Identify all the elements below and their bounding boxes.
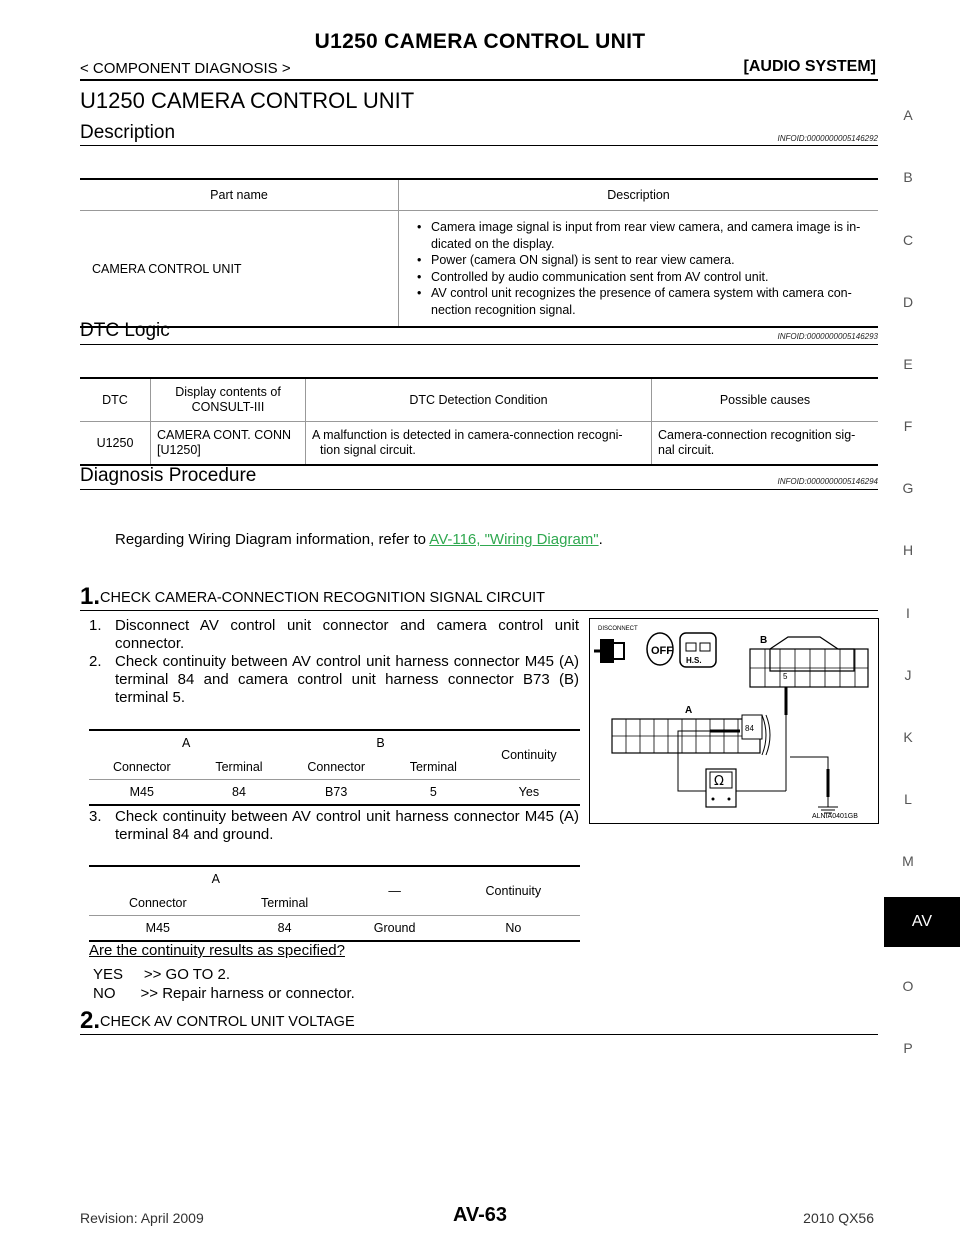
cell: M45	[129, 785, 154, 799]
col-dash: —	[343, 866, 447, 916]
page-number: AV-63	[452, 1204, 508, 1226]
continuity-table-1	[89, 729, 580, 806]
step1-item	[89, 808, 579, 844]
col-b: B	[376, 736, 385, 750]
description-bullet: • Power (camera ON signal) is sent to rear view camera.	[405, 252, 872, 269]
connector-diagram-svg	[590, 619, 878, 823]
dtc-rule	[80, 344, 878, 345]
col-terminal: Terminal	[389, 755, 478, 780]
side-index-av-active[interactable]: AV	[884, 897, 960, 947]
side-index-e[interactable]: E	[903, 356, 913, 372]
step1-title: CHECK CAMERA-CONNECTION RECOGNITION SIGNAL CIRCUIT	[100, 590, 545, 606]
cell: 84	[277, 921, 292, 935]
col-part-name: Part name	[80, 179, 399, 211]
disconnect-icon	[594, 626, 638, 663]
terminal-84-label: 84	[745, 724, 754, 733]
cell: M45	[145, 921, 170, 935]
side-index-d[interactable]: D	[902, 294, 914, 310]
part-name-cell: CAMERA CONTROL UNIT	[80, 211, 399, 328]
description-heading: Description	[80, 122, 176, 143]
step1-no: NO >> Repair harness or connector.	[93, 985, 355, 1002]
cell: 5	[429, 785, 437, 799]
cell: Ground	[373, 921, 416, 935]
connector-b-label: B	[760, 635, 768, 646]
continuity-table-2	[89, 865, 580, 942]
col-terminal: Terminal	[227, 891, 343, 916]
dtc-condition-line2: tion signal circuit.	[320, 443, 416, 457]
item-text: Check continuity between AV control unit harness connector M45 (A) terminal 84 and ground.	[115, 808, 579, 843]
wiring-diagram-link[interactable]: AV-116, "Wiring Diagram"	[429, 531, 599, 548]
col-connector: Connector	[89, 755, 195, 780]
col-dtc: DTC	[80, 378, 151, 422]
cell: Yes	[518, 785, 540, 799]
connector-b	[750, 635, 868, 687]
col-continuity: Continuity	[478, 730, 580, 780]
dtc-detection-condition	[306, 422, 652, 466]
harness-side-icon	[680, 633, 716, 667]
section-label: [AUDIO SYSTEM]	[743, 58, 876, 75]
side-index-j[interactable]: J	[904, 667, 912, 683]
side-index-f[interactable]: F	[903, 418, 913, 434]
ignition-off-icon	[647, 633, 673, 665]
description-info-id: INFOID:0000000005146292	[777, 134, 878, 143]
col-display-contents	[151, 378, 306, 422]
description-bullet: • Controlled by audio communication sent from AV control unit.	[405, 269, 872, 286]
cell: 84	[232, 785, 246, 799]
dtc-code: U1250	[80, 422, 151, 466]
dtc-logic-heading: DTC Logic	[80, 320, 170, 341]
document-title: U1250 CAMERA CONTROL UNIT	[314, 30, 646, 53]
ohmmeter-icon	[706, 769, 736, 807]
col-possible-causes: Possible causes	[652, 378, 879, 422]
dtc-display-line2: [U1250]	[157, 443, 201, 457]
item-text: Disconnect AV control unit connector and camera control unit connector.	[115, 617, 579, 652]
page-heading: U1250 CAMERA CONTROL UNIT	[80, 88, 415, 113]
step1-number: 1.	[80, 583, 101, 610]
connector-a	[612, 705, 770, 755]
test-leads	[678, 687, 838, 813]
col-display-line2: CONSULT-III	[191, 400, 265, 414]
step2-title: CHECK AV CONTROL UNIT VOLTAGE	[100, 1014, 355, 1030]
breadcrumb: < COMPONENT DIAGNOSIS >	[80, 60, 291, 77]
cell: No	[505, 921, 522, 935]
ohm-symbol: Ω	[714, 774, 724, 789]
header-rule	[80, 79, 878, 81]
side-index-g[interactable]: G	[902, 480, 914, 496]
col-display-line1: Display contents of	[175, 385, 281, 399]
description-table	[80, 178, 878, 328]
col-detection-condition: DTC Detection Condition	[306, 378, 652, 422]
step1-item	[89, 653, 579, 707]
off-label: OFF	[651, 645, 673, 657]
figure-code: ALNIA0401GB	[812, 813, 858, 820]
item-number: 3.	[89, 808, 102, 825]
step1-heading	[80, 583, 545, 611]
col-a: A	[211, 872, 220, 886]
dtc-info-id: INFOID:0000000005146293	[777, 332, 878, 341]
step2-rule	[80, 1034, 878, 1035]
side-index-o[interactable]: O	[902, 978, 914, 994]
col-terminal: Terminal	[195, 755, 284, 780]
revision-date: Revision: April 2009	[80, 1210, 204, 1226]
step2-number: 2.	[80, 1007, 101, 1034]
step1-rule	[80, 610, 878, 611]
col-connector: Connector	[89, 891, 227, 916]
dtc-display-contents	[151, 422, 306, 466]
dtc-condition-line1: A malfunction is detected in camera-connection recogni-	[312, 428, 623, 442]
model-year: 2010 QX56	[803, 1210, 874, 1226]
side-index-m[interactable]: M	[902, 853, 914, 869]
dtc-display-line1: CAMERA CONT. CONN	[157, 428, 292, 442]
col-description: Description	[399, 179, 879, 211]
step1-instructions-cont	[89, 808, 579, 844]
item-text: Check continuity between AV control unit harness connector M45 (A) terminal 84 and camera control unit harness connector B73 (B) terminal 5.	[115, 653, 579, 706]
side-index-p[interactable]: P	[903, 1040, 913, 1056]
side-index-i[interactable]: I	[906, 605, 910, 621]
reference-prefix: Regarding Wiring Diagram information, refer to	[115, 531, 430, 548]
step1-instructions	[89, 617, 579, 707]
description-bullet: • Camera image signal is input from rear view camera, and camera image is in- dicated on the display.	[405, 219, 872, 252]
procedure-info-id: INFOID:0000000005146294	[777, 477, 878, 486]
dtc-causes-line1: Camera-connection recognition sig-	[658, 428, 856, 442]
description-cell	[399, 211, 879, 328]
step1-item	[89, 617, 579, 653]
side-index-a[interactable]: A	[903, 107, 913, 123]
wiring-diagram-reference	[115, 531, 603, 548]
side-index-c[interactable]: C	[902, 232, 914, 248]
description-rule	[80, 145, 878, 146]
item-number: 2.	[89, 653, 102, 670]
reference-suffix: .	[598, 531, 603, 548]
connector-a-label: A	[685, 705, 693, 716]
disconnect-label: DISCONNECT	[598, 626, 638, 632]
dtc-table	[80, 377, 878, 466]
side-index-k[interactable]: K	[903, 729, 913, 745]
step2-heading	[80, 1007, 355, 1035]
procedure-heading: Diagnosis Procedure	[80, 465, 257, 486]
procedure-rule	[80, 489, 878, 490]
side-index-h[interactable]: H	[902, 542, 914, 558]
cell: B73	[325, 785, 348, 799]
side-index-l[interactable]: L	[904, 791, 912, 807]
col-continuity: Continuity	[447, 866, 580, 916]
col-a: A	[182, 736, 191, 750]
item-number: 1.	[89, 617, 102, 634]
col-connector: Connector	[283, 755, 389, 780]
dtc-possible-causes	[652, 422, 879, 466]
step1-question: Are the continuity results as specified?	[89, 942, 345, 959]
step1-yes: YES >> GO TO 2.	[93, 966, 231, 983]
description-bullet: • AV control unit recognizes the presence of camera system with camera con- nection recognition signal.	[405, 285, 872, 318]
connector-diagram	[589, 618, 879, 824]
terminal-5-label: 5	[783, 672, 788, 681]
dtc-causes-line2: nal circuit.	[658, 443, 715, 457]
side-index-b[interactable]: B	[903, 169, 913, 185]
hs-label: H.S.	[686, 656, 702, 665]
